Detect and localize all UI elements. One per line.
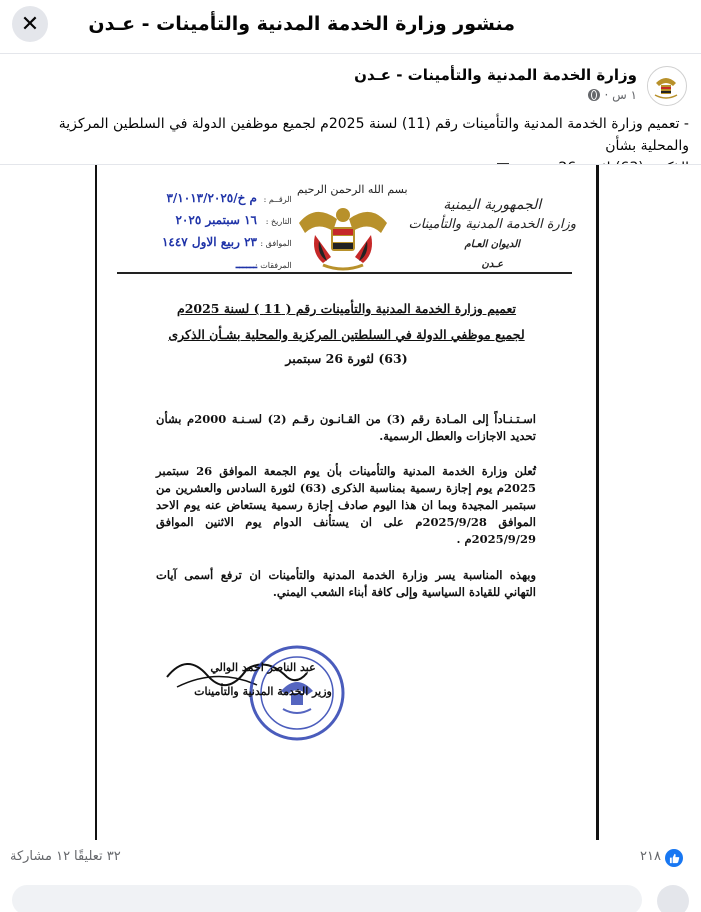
label-number: الرقــم : [263,195,292,204]
ministry-letterhead [408,195,576,275]
post-dialog-header [0,0,701,54]
like-reaction-icon[interactable] [665,849,683,867]
document-paragraph: تُعلن وزارة الخدمة المدنية والتأمينات بأن يوم الجمعة الموافق 26 سبتمبر 2025م يوم إجازة رسمية بمناسبة الذكرى (63) لثورة السادس والعشرين من سبتمبر المجيدة وبما ان هذا اليوم صادف إجازة رسمية يستعاض عنه يوم الاحد الموافق 2025/9/28م على ان يستأنف الدوام يوم الاثنين الموافق 2025/9/29م . [156,464,536,546]
document-title-line: تعميم وزارة الخدمة المدنية والتأمينات رقم ( 11 ) لسنة 2025م [176,301,517,316]
document-title-line: (63) لثورة 26 سبتمبر [285,351,408,366]
signature-block [183,656,343,704]
reference-values [117,187,257,275]
letterhead-office: الديوان العـام [464,239,520,250]
ref-hijri: ٢٣ ربيع الاول ١٤٤٧ [161,235,257,249]
user-avatar [657,885,689,912]
share-count[interactable]: ١٢ مشاركة [10,849,71,864]
reference-labels [255,189,292,277]
post-meta [588,88,637,102]
document-title-line: لجميع موظفي الدولة في السلطتين المركزية والمحلية بشـأن الذكرى [168,327,525,342]
comment-count[interactable]: ٣٢ تعليقًا [74,849,121,864]
label-hijri: الموافق : [260,239,292,248]
like-count[interactable]: ٢١٨ [640,849,661,864]
close-icon: ✕ [20,11,40,37]
post-caption-line: - تعميم وزارة الخدمة المدنية والتأمينات رقم (11) لسنة 2025م لجميع موظفين الدولة في السلطين المركزية والمحلية بشأن [58,116,689,154]
yemen-emblem-icon [293,201,393,273]
globe-icon [588,89,600,101]
page-name-link[interactable]: وزارة الخدمة المدنية والتأمينات - عـدن [354,66,637,84]
post-time[interactable]: ١ س · [604,88,637,102]
circular-document [97,165,596,840]
header-divider [117,272,572,274]
letterhead-ministry: وزارة الخدمة المدنية والتأمينات [408,217,576,232]
post-image[interactable] [0,164,701,840]
ref-number: م خ/٣/١٠١٣/٢٠٢٥ [166,191,257,205]
ref-date: ١٦ سبتمبر ٢٠٢٥ [175,213,257,227]
label-date: التاريخ : [265,217,292,226]
ref-attachments: ــــــ [235,257,257,271]
reactions-bar [0,843,701,873]
thumbs-up-icon [669,853,680,864]
document-right-edge [596,165,599,840]
comment-input[interactable] [12,885,642,912]
page-avatar[interactable] [647,66,687,106]
label-attachments: المرفقات : [255,261,292,270]
basmala-text: بسم الله الرحمن الرحيم [297,183,408,196]
signatory-name: عبد الناصر احمد الوالي [210,661,316,674]
document-paragraph: وبهذه المناسبة يسر وزارة الخدمة المدنية والتأمينات ان ترفع أسمى آيات التهاني للقيادة السياسية وإلى كافة أبناء الشعب اليمني. [156,568,536,599]
dialog-title: منشور وزارة الخدمة المدنية والتأمينات - عـدن [88,13,515,35]
ministry-logo-icon [647,67,686,106]
letterhead-country: الجمهورية اليمنية [443,197,542,213]
signatory-title: وزير الخدمة المدنية والتأمينات [194,685,332,698]
document-paragraph: اسـتـنـاداً إلى المـادة رقم (3) من القـانـون رقـم (2) لسـنـة 2000م بشأن تحديد الاجازات والعطل الرسمية. [156,412,536,443]
close-button[interactable] [12,6,48,42]
letterhead-city: عـدن [481,259,503,270]
